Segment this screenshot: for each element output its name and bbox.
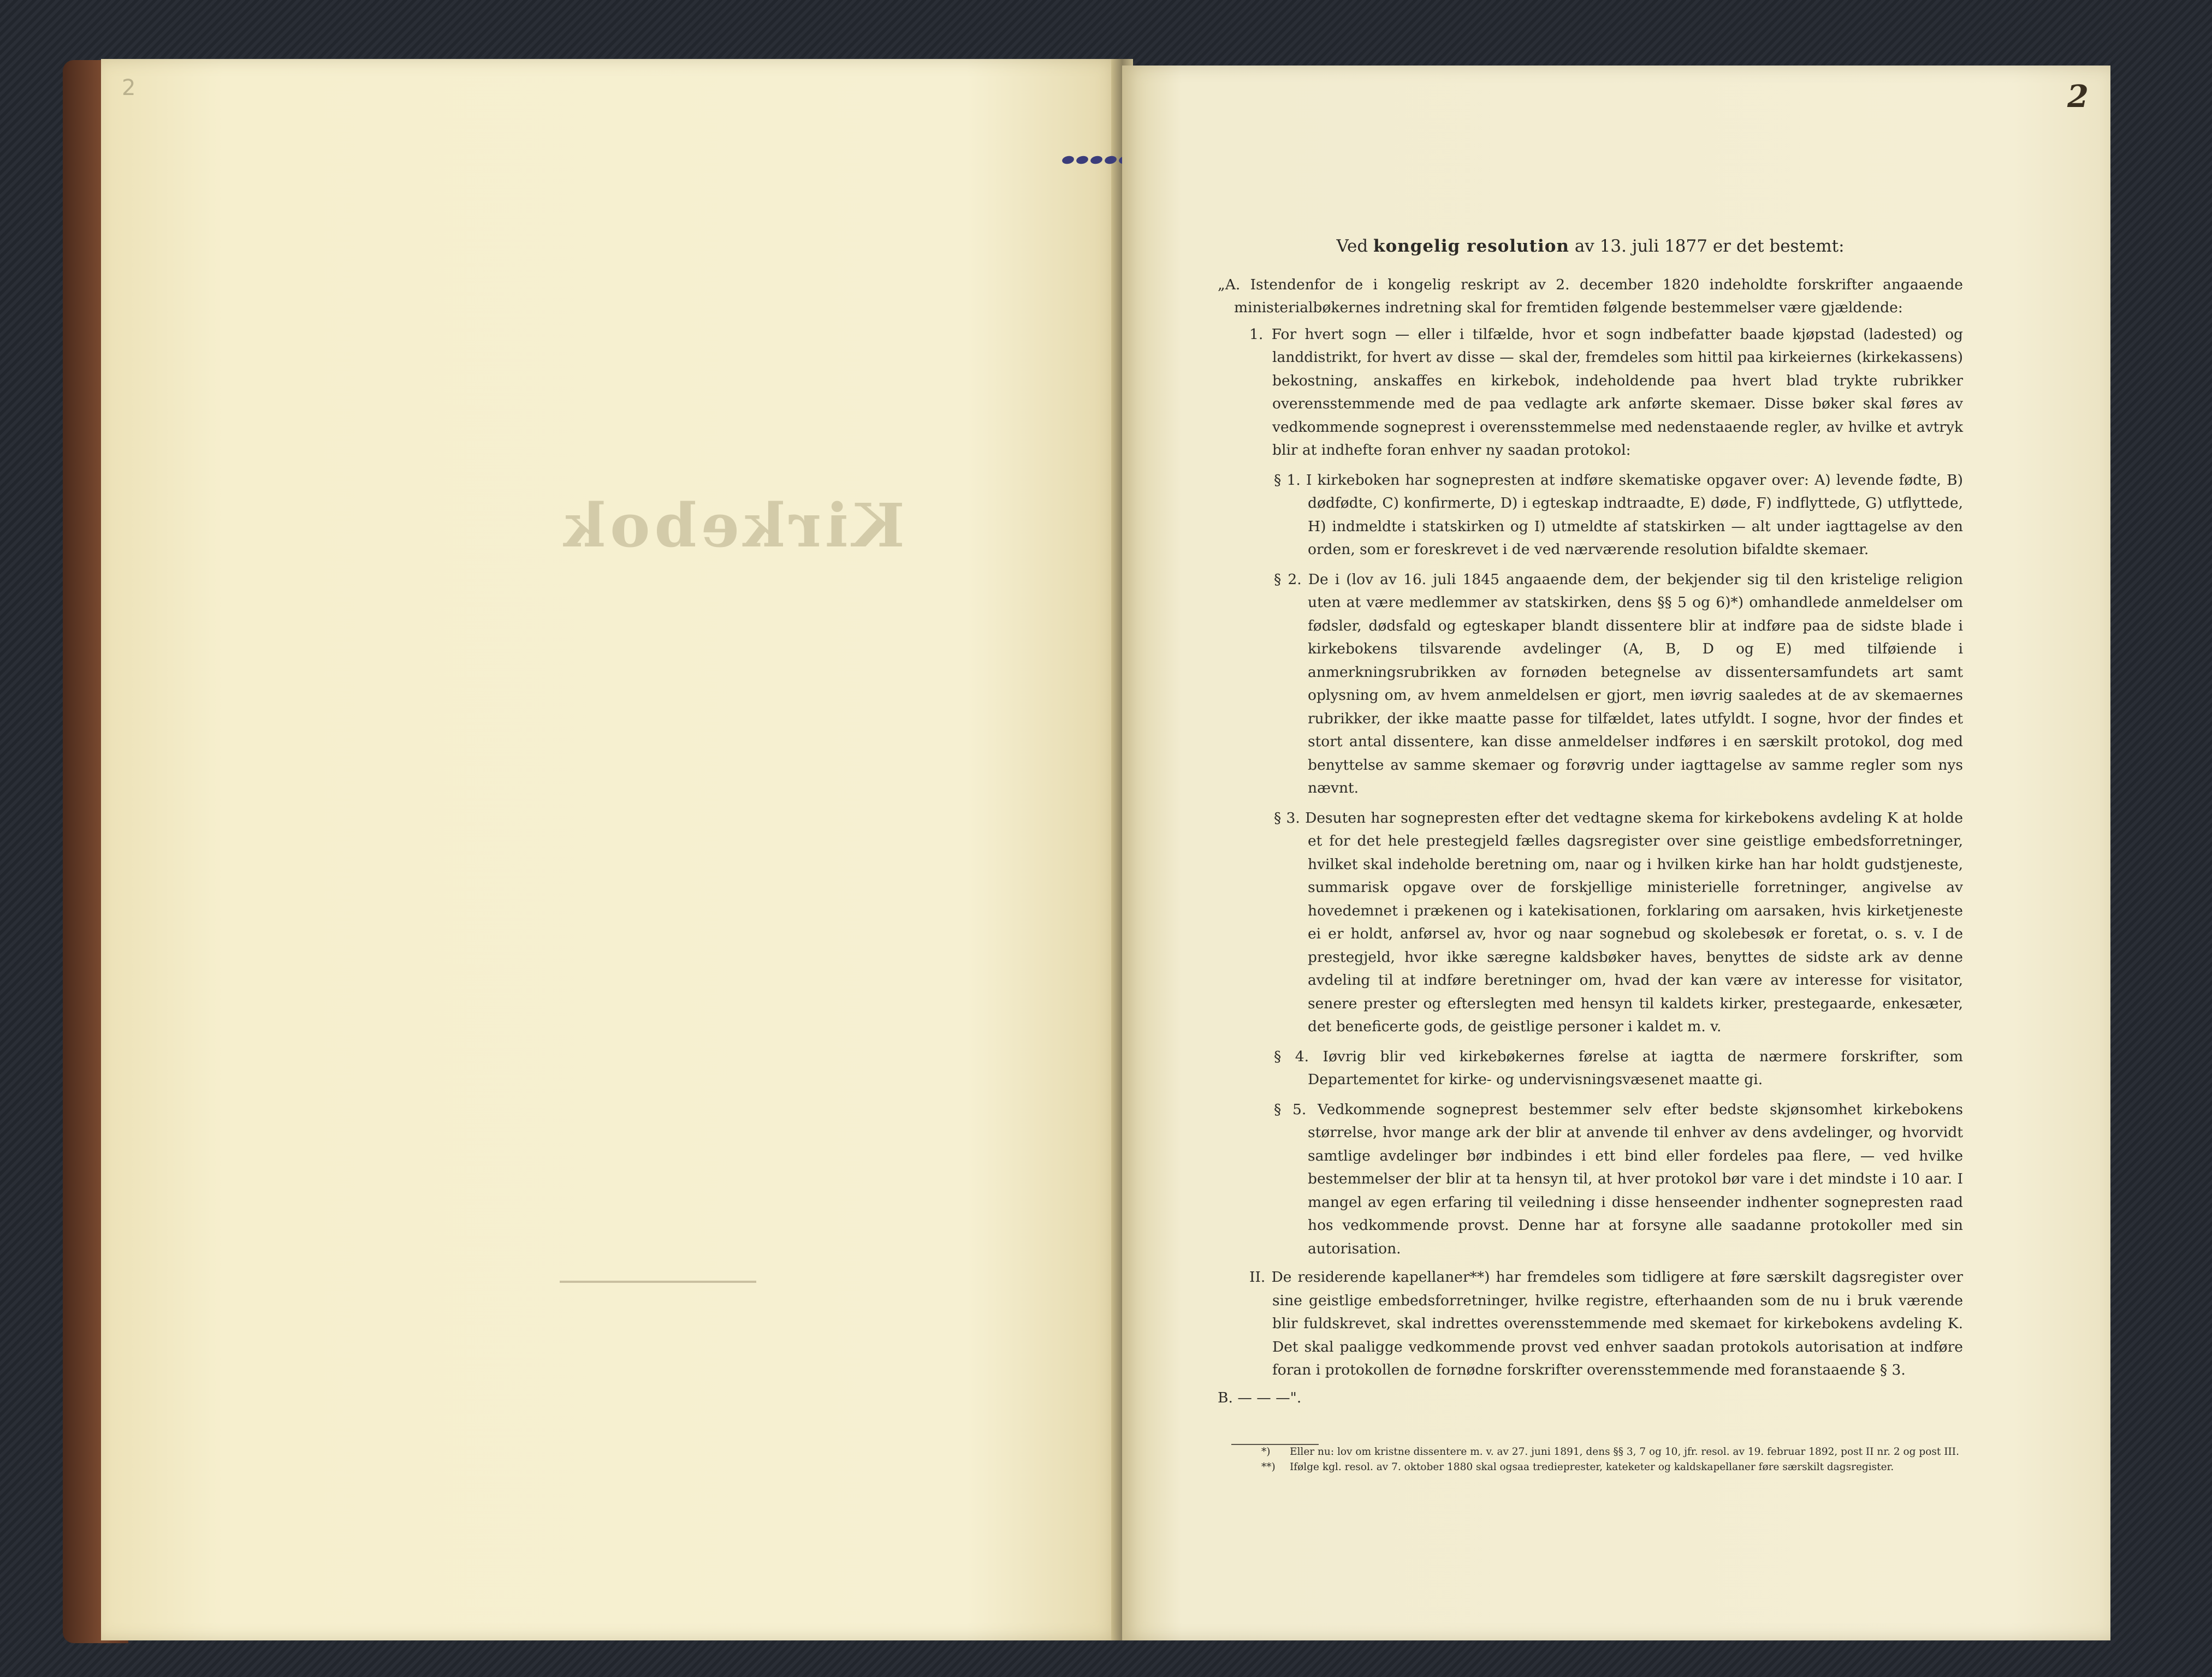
- footnote-1-mark: *): [1261, 1446, 1271, 1458]
- footnote-rule: [1231, 1444, 1319, 1445]
- section-b: B. — — —".: [1218, 1389, 1302, 1406]
- paragraph-3: § 3. Desuten har sognepresten efter det vedtagne skema for kirkebokens avdeling K at holde et for det hele prestegjeld fælles dagsregister over sine geistlige embedsforretninger, hvilket skal indeholde beretning om, naar og i hvilken kirke han har holdt gudstjeneste, summarisk opgave over de forskjellige ministerielle forretninger, angivelse av hovedemnet i prækenen og i katekisationen, forklaring om aarsaken, hvis kirketjeneste ei er holdt, anførsel av, hvor og naar sognebud og skolebesøk er foretat, o. s. v. I de prestegjeld, hvor ikke særegne kaldsbøker haves, benyttes de sidste ark av denne avdeling til at indføre beretninger om, hvad der kan være av interesse for visitator, senere prester og efterslegten med hensyn til kaldets kirker, prestegaarde, enkesæter, det beneficerte gods, de geistlige personer i kaldet m. v.: [1274, 809, 1963, 1035]
- footnotes: [1261, 1446, 1963, 1476]
- faint-show-through-title: Kirkebok: [560, 490, 905, 561]
- section-a: „A. Istendenfor de i kongelig reskript av 2. december 1820 indeholdte forskrifter angaaende ministerialbøkernes indretning skal for fremtiden følgende bestemmelser være gjældende:: [1218, 276, 1963, 316]
- item-1: 1. For hvert sogn — eller i tilfælde, hvor et sogn indbefatter baade kjøpstad (ladested) og landdistrikt, for hvert av disse — skal der, fremdeles som hittil paa kirkeiernes (kirkekassens) bekostning, anskaffes en kirkebok, indeholdende paa hvert blad trykte rubrikker overensstemmende med de paa vedlagte ark anførte skemaer. Disse bøker skal føres av vedkommende sogneprest i overensstemmelse med nedenstaaende regler, av hvilke et avtryk blir at indhefte foran enhver ny saadan protokol:: [1249, 325, 1963, 459]
- page-number: 2: [2067, 79, 2089, 115]
- faint-rule: [560, 1281, 756, 1283]
- paragraph-4: § 4. Iøvrig blir ved kirkebøkernes førelse at iagtta de nærmere forskrifter, som Departementet for kirke- og undervisningsvæsenet maatte gi.: [1274, 1048, 1963, 1088]
- footnote-1: *) Eller nu: lov om kristne dissentere m. v. av 27. juni 1891, dens §§ 3, 7 og 10, jfr. resol. av 19. februar 1892, post II nr. 2 og post III.: [1261, 1446, 1959, 1458]
- paragraph-2: § 2. De i (lov av 16. juli 1845 angaaende dem, der bekjender sig til den kristelige religion uten at være medlemmer av statskirken, dens §§ 5 og 6)*) omhandlede anmeldelser om fødsler, dødsfald og egteskaper blandt dissentere blir at indføre paa de sidste blade i kirkebokens tilsvarende avdelinger (A, B, D og E) med tilføiende i anmerkningsrubrikken av fornøden betegnelse av dissentersamfundets art samt oplysning om, av hvem anmeldelsen er gjort, men iøvrig saaledes at de av skemaernes rubrikker, der ikke maatte passe for tilfældet, lates utfyldt. I sogne, hvor der findes et stort antal dissentere, kan disse anmeldelser indføres i en særskilt protokol, dog med benyttelse av samme skemaer og forøvrig under iagttagelse av samme regler som nys nævnt.: [1274, 570, 1963, 796]
- left-page-marker: 2: [122, 75, 136, 100]
- footnote-2-mark: **): [1261, 1461, 1276, 1473]
- paragraph-5: § 5. Vedkommende sogneprest bestemmer selv efter bedste skjønsomhet kirkebokens størrelse, hvor mange ark der blir at anvende til enhver av dens avdelinger, og hvorvidt samtlige avdelinger bør indbindes i ett bind eller fordeles paa flere, — ved hvilke bestemmelser der blir at ta hensyn til, at hver protokol bør vare i det mindste i 10 aar. I mangel av egen erfaring til veiledning i disse henseender indhenter sognepresten raad hos vedkommende provst. Denne har at forsyne alle saadanne protokoller med sin autorisation.: [1274, 1101, 1963, 1257]
- paragraph-1: § 1. I kirkeboken har sognepresten at indføre skematiske opgaver over: A) levende fødte, B) dødfødte, C) konfirmerte, D) i egteskap indtraadte, E) døde, F) indflyttede, G) utflyttede, H) indmeldte i statskirken og I) utmeldte af statskirken — alt under iagttagelse av den orden, som er foreskrevet i de ved nærværende resolution bifaldte skemaer.: [1274, 471, 1963, 558]
- resolution-text: [1218, 235, 1963, 1410]
- footnote-2: **) Ifølge kgl. resol. av 7. oktober 1880 skal ogsaa tredieprester, kateketer og kaldskapellaner føre særskilt dagsregister.: [1261, 1461, 1894, 1473]
- heading-bold: kongelig resolution: [1373, 236, 1569, 256]
- item-2: II. De residerende kapellaner**) har fremdeles som tidligere at føre særskilt dagsregister over sine geistlige embedsforretninger, hvilke registre, efterhaanden som de nu i bruk værende blir fuldskrevet, skal indrettes overensstemmende med skemaet for kirkebokens avdeling K. Det skal paaligge vedkommende provst ved enhver saadan protokols autorisation at indføre foran i protokollen de fornødne forskrifter overensstemmende med foranstaaende § 3.: [1249, 1269, 1963, 1378]
- left-page: [101, 59, 1119, 1640]
- resolution-heading: Ved kongelig resolution av 13. juli 1877 er det bestemt:: [1336, 236, 1845, 256]
